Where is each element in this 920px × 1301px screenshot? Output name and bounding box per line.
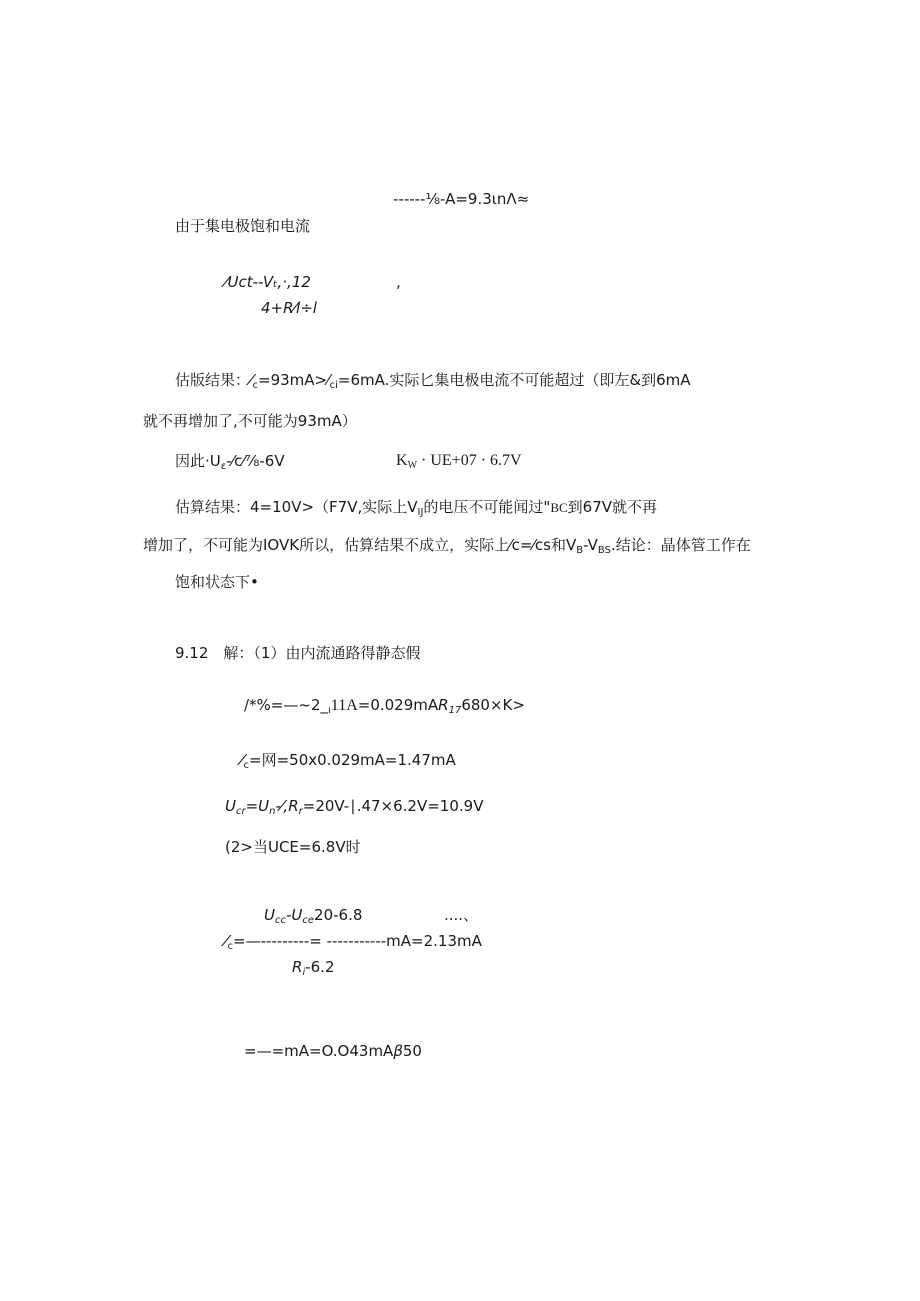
- formula-kw-ue: $K_W \cdot UE+07 \cdot 6.7V$: [396, 452, 522, 471]
- formula-ellipsis: ....、: [444, 906, 479, 924]
- formula-ic-numerator: $U_{cc}-U_{ce}20-6.8$: [264, 906, 363, 926]
- formula-ic-fraction: $⁄_c=—---------= -----------mA=2.13mA$: [225, 932, 482, 952]
- formula-ib-value: $/*\%=—\sim 2\__ı11A=0.029mAR_{17}680\times K>$: [244, 696, 525, 716]
- text-estimate-result-1: 估版结果：$⁄_c=93mA>⁄_{ci}=6mA$.实际匕集电极电流不可能超过（即左&到6mA: [175, 371, 691, 391]
- formula-ic-denominator: $R_i-6.2$: [292, 958, 335, 978]
- formula-denominator: 4+R⁄l÷l: [261, 299, 317, 317]
- text-part-2-condition: (2>当UCE=6.8V时: [225, 838, 361, 856]
- formula-comma: ,: [396, 273, 401, 291]
- text-conclusion: 增加了，不可能为IOVK所以，估算结果不成立，实际上⁄c=⁄cs和$V_B-V_{BS}$.结论：晶体管工作在: [143, 536, 751, 556]
- formula-line-ib: ------⅛-A=9.3ιnΛ≈: [393, 190, 530, 208]
- formula-uce-value: $U_{cr}=U_n-⁄,R_r=20V-∣.47\times 6.2V=10.9V$: [225, 797, 484, 817]
- text-no-further-increase: 就不再增加了,不可能为93mA）: [143, 412, 357, 430]
- text-collector-saturation: 由于集电极饱和电流: [175, 217, 311, 235]
- heading-problem-9-12: 9.12 解：（1）由内流通路得静态假: [175, 644, 421, 662]
- text-saturation-state: 饱和状态下•: [175, 573, 259, 591]
- formula-ic-value: $⁄_c=$网=50x0.029mA=1.47mA: [241, 751, 456, 771]
- text-estimate-result-2: 估算结果：4=10V>（F7V,实际上$V_{IJ}$的电压不可能闻过"BC到67V就不再: [175, 498, 658, 518]
- formula-ucc-numerator: ⁄Uct--Vₜ,·,12: [225, 273, 311, 291]
- text-therefore: 因此$\cdot U_\varepsilon-⁄c⁄\frac{7}{8}-6V$: [175, 452, 285, 472]
- formula-ib-result: =—=mA=O.O43mAβ50: [244, 1042, 422, 1060]
